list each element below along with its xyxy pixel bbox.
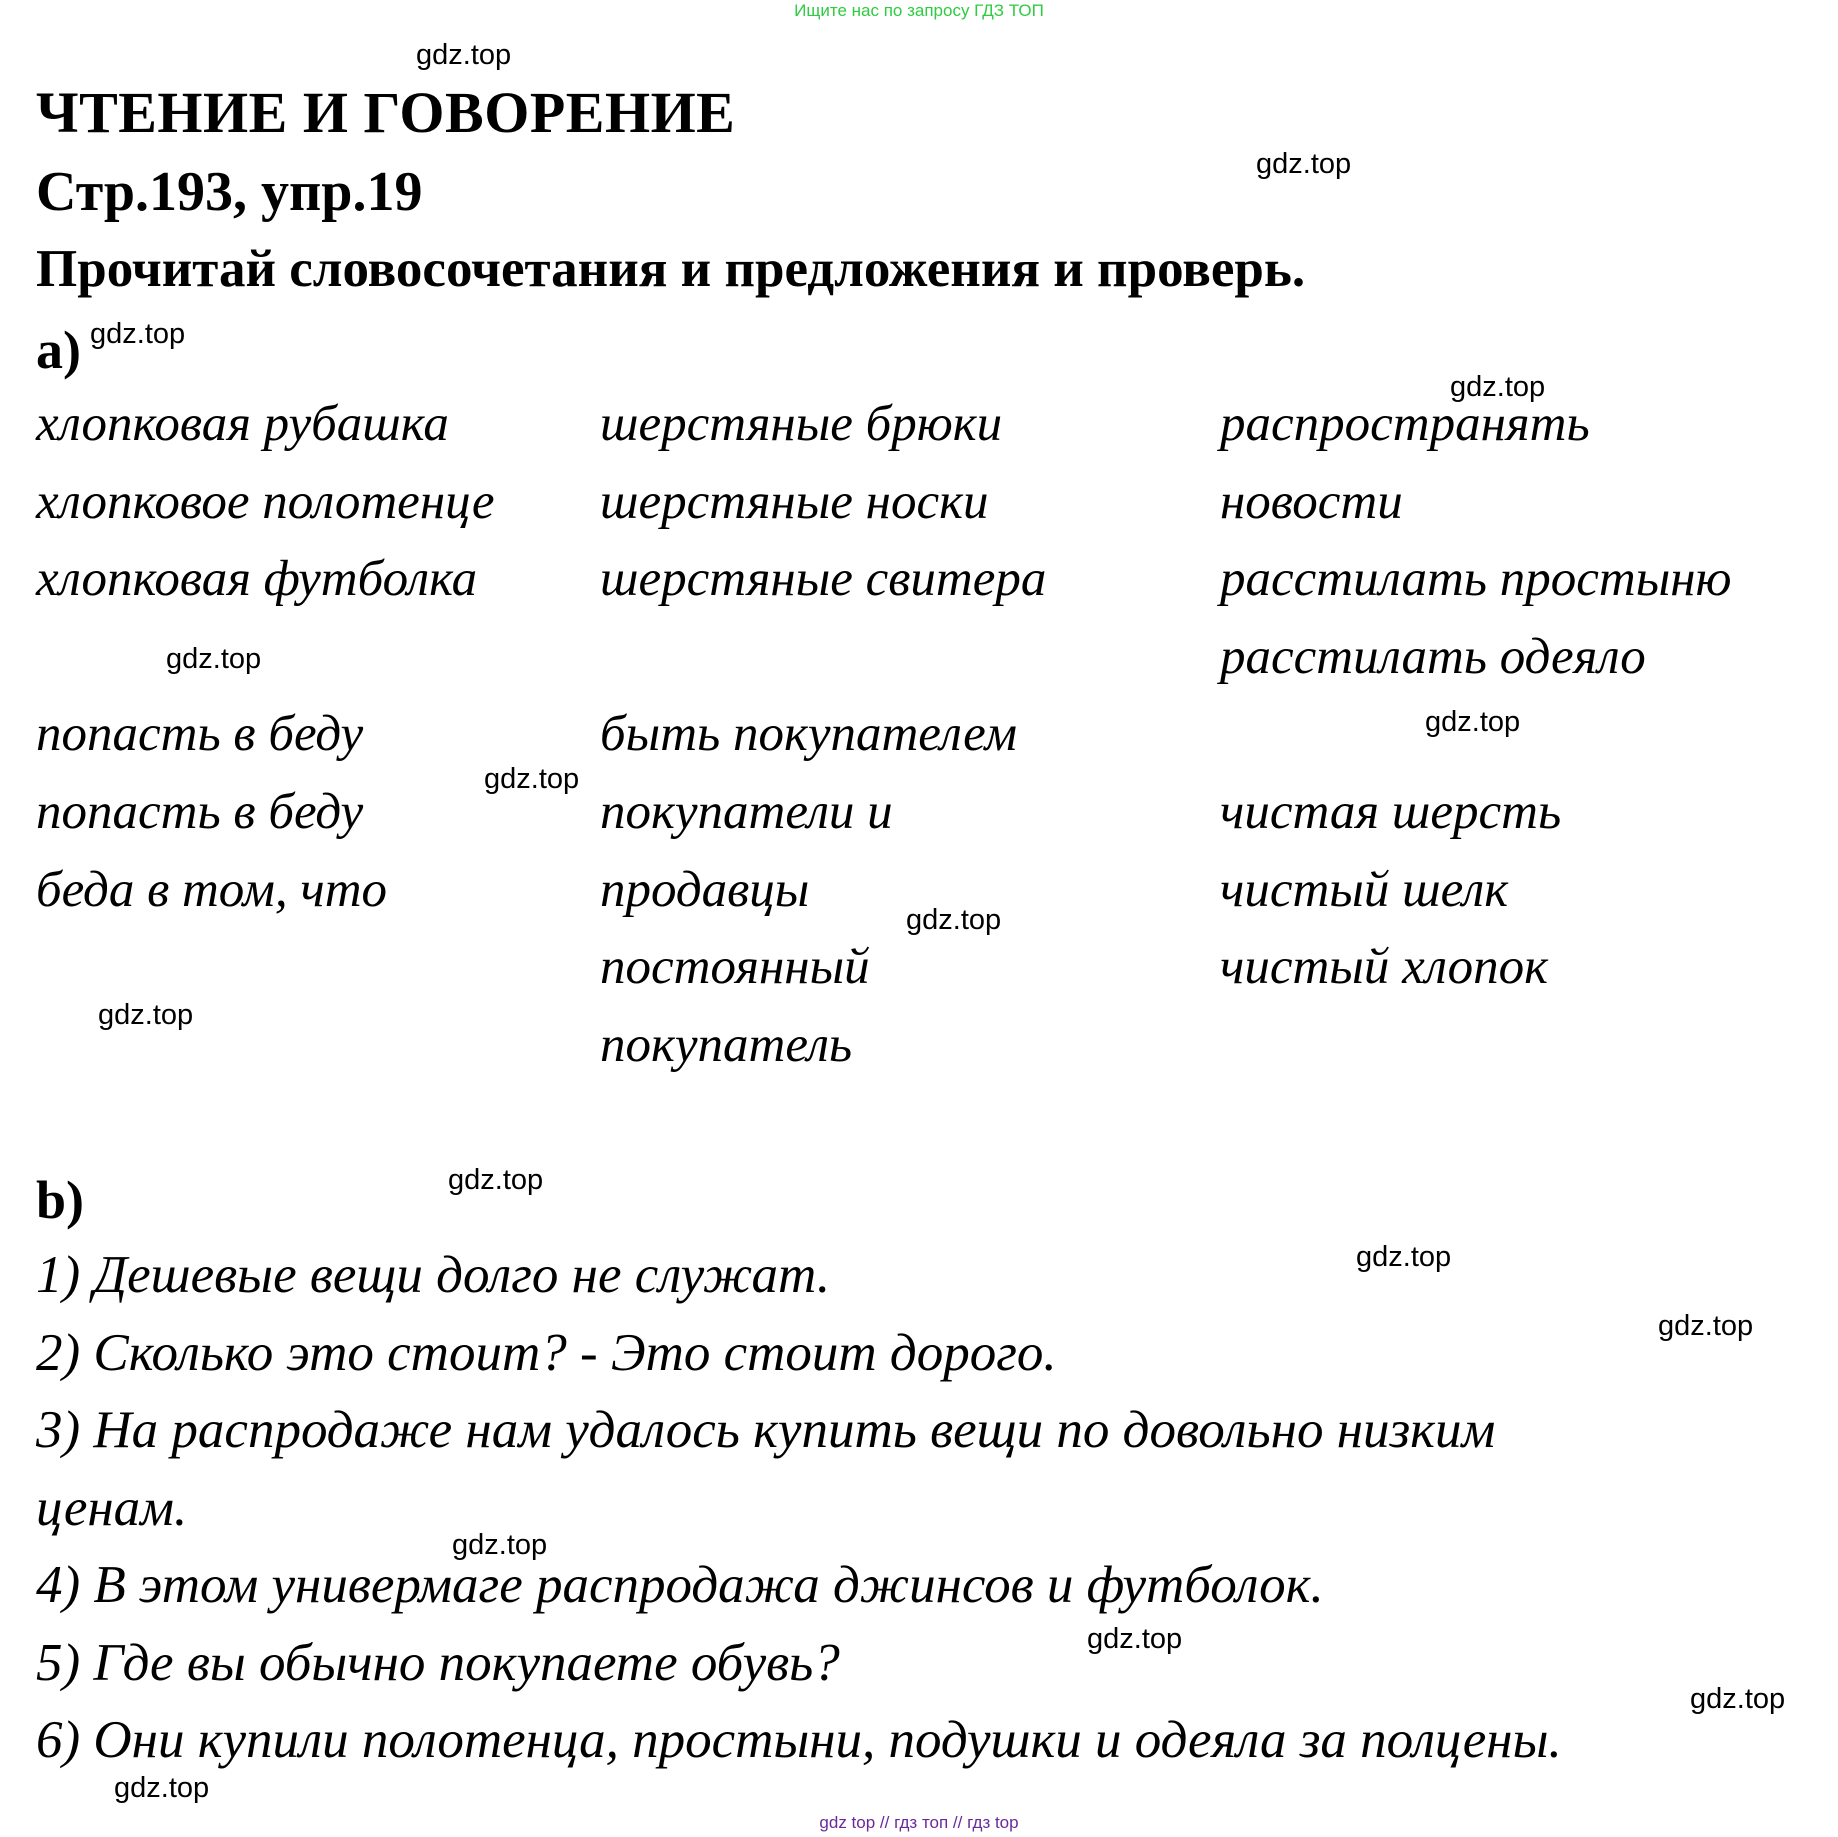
sentence: 4) В этом универмаге распродажа джинсов и футболок. [36, 1556, 1324, 1614]
watermark: gdz.top [1087, 1623, 1183, 1655]
sentence: 3) На распродаже нам удалось купить вещи по довольно низким [36, 1401, 1496, 1459]
list-item: постоянный [600, 939, 870, 996]
watermark: gdz.top [484, 763, 580, 795]
list-item: покупатель [600, 1016, 853, 1073]
watermark: gdz.top [1450, 371, 1546, 403]
list-item: чистая шерсть [1220, 783, 1562, 840]
list-item: хлопковая футболка [36, 551, 478, 608]
section-a-column-3 [1220, 386, 1732, 1007]
watermark: gdz.top [1425, 706, 1521, 738]
watermark: gdz.top [906, 904, 1002, 936]
sentence: 5) Где вы обычно покупаете обувь? [36, 1633, 840, 1692]
watermark: gdz.top [114, 1772, 210, 1804]
section-a-label: a) [36, 320, 81, 380]
watermark: gdz.top [416, 39, 512, 71]
sentence: ценам. [36, 1478, 188, 1537]
watermark: gdz.top [1356, 1241, 1452, 1273]
list-item: расстилать простыню [1220, 551, 1732, 608]
exercise-instruction: Прочитай словосочетания и предложения и проверь. [36, 240, 1306, 298]
footer-links[interactable]: gdz top // гдз топ // гдз top [819, 1813, 1019, 1832]
watermark: gdz.top [1256, 148, 1352, 180]
list-item: хлопковое полотенце [36, 473, 495, 530]
sentence: 1) Дешевые вещи долго не служат. [36, 1246, 831, 1304]
list-item: хлопковая рубашка [36, 396, 449, 452]
top-banner[interactable]: Ищите нас по запросу ГДЗ ТОП [794, 1, 1044, 20]
list-item: распространять [1220, 396, 1590, 452]
section-b-label: b) [36, 1170, 85, 1230]
list-item: шерстяные носки [600, 473, 989, 530]
page-subtitle: Стр.193, упр.19 [36, 161, 423, 223]
list-item: чистый хлопок [1220, 939, 1548, 996]
list-item: расстилать одеяло [1220, 628, 1646, 685]
watermark: gdz.top [98, 999, 194, 1031]
watermark: gdz.top [452, 1529, 548, 1561]
section-a-column-2 [600, 386, 1046, 1084]
watermark: gdz.top [90, 318, 186, 350]
watermark: gdz.top [166, 643, 262, 675]
watermark: gdz.top [1658, 1310, 1754, 1342]
sentence: 6) Они купили полотенца, простыни, подушки и одеяла за полцены. [36, 1711, 1562, 1769]
list-item [600, 619, 1046, 697]
list-item: продавцы [600, 861, 810, 918]
list-item: попасть в беду [36, 783, 364, 840]
list-item [36, 619, 495, 697]
section-b-sentences [36, 1237, 1562, 1780]
watermark: gdz.top [448, 1164, 544, 1196]
list-item: новости [1220, 473, 1403, 530]
list-item: чистый шелк [1220, 861, 1509, 918]
page-title: ЧТЕНИЕ И ГОВОРЕНИЕ [36, 80, 736, 145]
list-item: покупатели и [600, 783, 893, 840]
list-item: попасть в беду [36, 706, 364, 763]
list-item: шерстяные свитера [600, 551, 1047, 608]
sentence: 2) Сколько это стоит? - Это стоит дорого. [36, 1323, 1057, 1382]
list-item: быть покупателем [600, 706, 1018, 763]
section-a-column-1 [36, 386, 495, 929]
list-item: беда в том, что [36, 861, 388, 918]
list-item: шерстяные брюки [600, 396, 1003, 452]
watermark: gdz.top [1690, 1683, 1786, 1715]
